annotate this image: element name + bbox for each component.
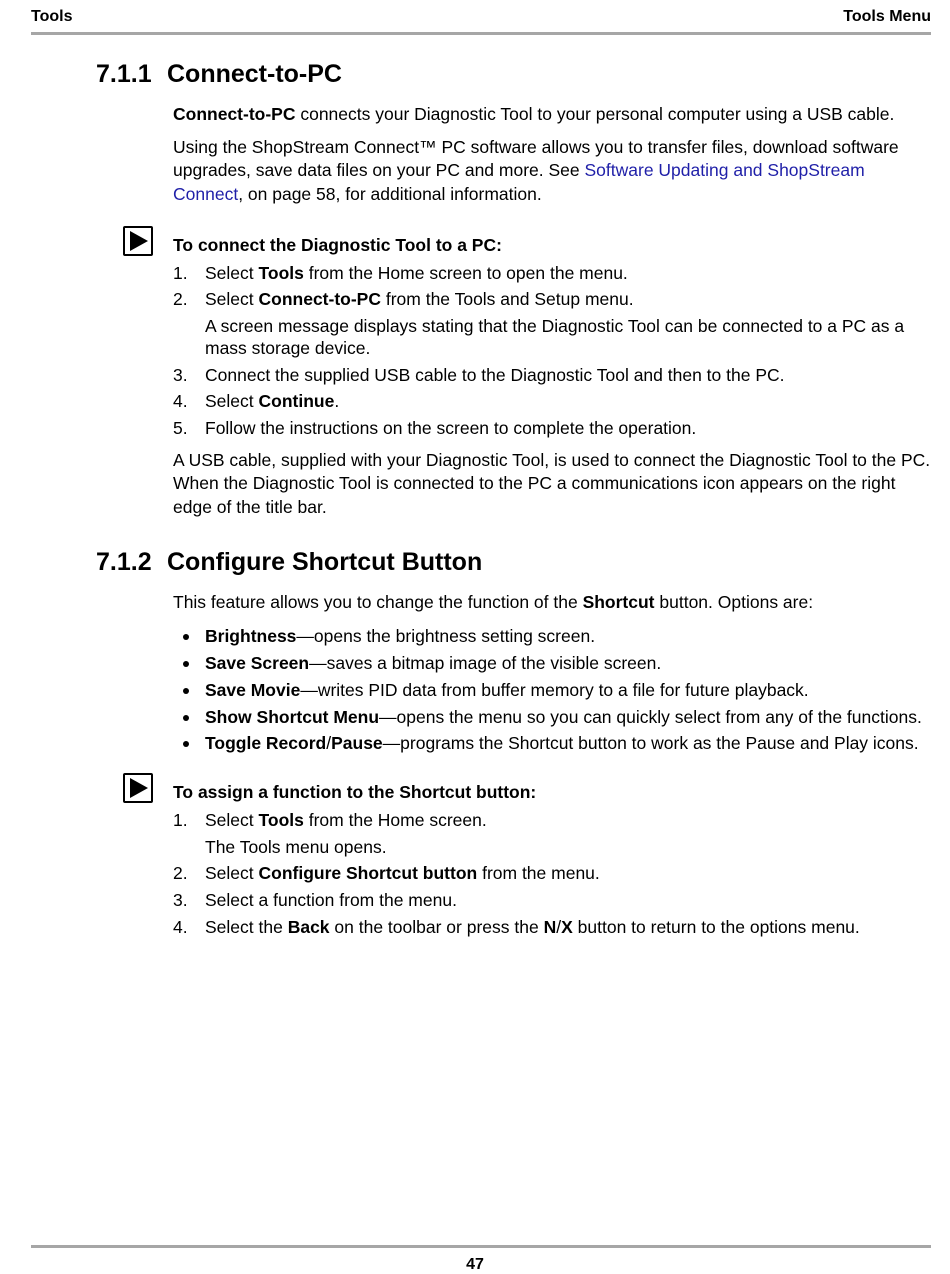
step-text: Follow the instructions on the screen to complete the operation. xyxy=(205,418,697,438)
step-text: Select the Back on the toolbar or press the N/X button to return to the options menu. xyxy=(205,917,860,937)
para2-text-end: , on page 58, for additional information. xyxy=(238,183,542,204)
procedure-arrow-icon xyxy=(123,226,153,256)
section1-intro xyxy=(173,103,933,126)
section-heading-connect-to-pc xyxy=(96,60,342,89)
bullet-icon xyxy=(183,741,189,747)
step-text: Connect the supplied USB cable to the Diagnostic Tool and then to the PC. xyxy=(205,365,785,385)
section-title: Connect-to-PC xyxy=(167,60,342,88)
step-text: Select Tools from the Home screen to open the menu. xyxy=(205,263,628,283)
step-number: 5. xyxy=(173,418,188,438)
procedure-arrow-icon xyxy=(123,773,153,803)
step-text: Select a function from the menu. xyxy=(205,890,457,910)
section-heading-configure-shortcut xyxy=(96,548,482,577)
step-number: 3. xyxy=(173,890,188,910)
section1-closing: A USB cable, supplied with your Diagnostic Tool, is used to connect the Diagnostic Tool to the PC. When the Diagnostic Tool is connected to the PC a communications icon appears on the right edge of the title bar. xyxy=(173,450,931,517)
header-chapter-title: Tools xyxy=(31,8,73,25)
header-section-title: Tools Menu xyxy=(843,8,931,25)
page-header xyxy=(31,8,931,30)
step-number: 4. xyxy=(173,917,188,937)
step-number: 2. xyxy=(173,289,188,309)
intro-term: Connect-to-PC xyxy=(173,104,296,124)
procedure-title: To connect the Diagnostic Tool to a PC: xyxy=(173,235,502,255)
step-number: 2. xyxy=(173,863,188,883)
step-text: Select Continue. xyxy=(205,391,340,411)
header-rule xyxy=(31,32,931,35)
bullet-icon xyxy=(183,715,189,721)
step-number: 3. xyxy=(173,365,188,385)
section-title: Configure Shortcut Button xyxy=(167,548,483,576)
section1-para2 xyxy=(173,136,933,206)
step-note: The Tools menu opens. xyxy=(205,837,387,857)
step-text: Select Configure Shortcut button from the menu. xyxy=(205,863,600,883)
step-number: 4. xyxy=(173,391,188,411)
section2-intro: This feature allows you to change the function of the Shortcut button. Options are: xyxy=(173,592,814,612)
section-number: 7.1.2 xyxy=(96,548,152,576)
step-text: Select Tools from the Home screen. xyxy=(205,810,487,830)
procedure-title: To assign a function to the Shortcut button: xyxy=(173,782,537,802)
page-number: 47 xyxy=(466,1256,484,1273)
step-number: 1. xyxy=(173,810,188,830)
step-note: A screen message displays stating that the Diagnostic Tool can be connected to a PC as a mass storage device. xyxy=(205,316,905,358)
bullet-icon xyxy=(183,634,189,640)
bullet-icon xyxy=(183,661,189,667)
step-text: Select Connect-to-PC from the Tools and Setup menu. xyxy=(205,289,634,309)
footer-rule xyxy=(31,1245,931,1248)
section-number: 7.1.1 xyxy=(96,60,152,88)
bullet-icon xyxy=(183,688,189,694)
cross-reference-link[interactable]: Software Updating and ShopStream Connect xyxy=(173,160,865,204)
intro-text: connects your Diagnostic Tool to your personal computer using a USB cable. xyxy=(295,104,895,124)
step-number: 1. xyxy=(173,263,188,283)
para2-text: Using the ShopStream Connect™ PC software allows you to transfer files, download software upgrades, save data files on your PC and more. See xyxy=(173,137,899,181)
